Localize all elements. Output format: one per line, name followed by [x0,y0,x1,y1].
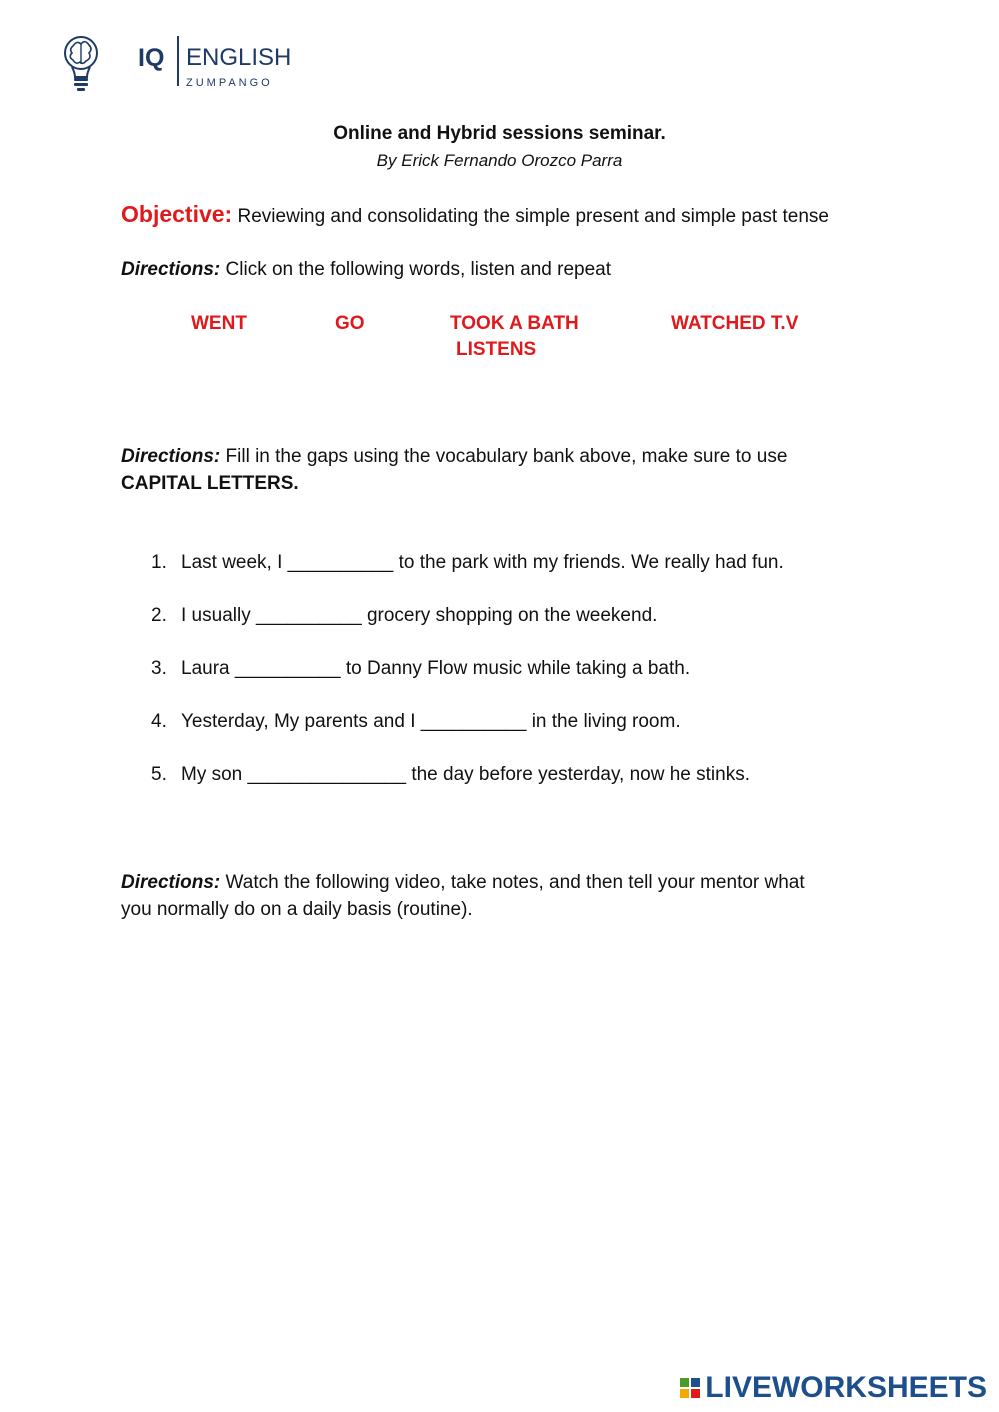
question-text-before: Laura [181,658,230,679]
objective-label: Objective: [121,201,233,227]
question-text-after: the day before yesterday, now he stinks. [411,764,750,785]
objective-text: Reviewing and consolidating the simple present and simple past tense [237,206,829,227]
lightbulb-brain-icon [60,34,102,92]
question-text-before: Yesterday, My parents and I [181,711,416,732]
directions-text: Watch the following video, take notes, and then tell your mentor what [225,872,805,893]
question-number: 5. [151,764,167,785]
liveworksheets-grid-icon [680,1378,700,1398]
question-5 [151,764,750,786]
answer-blank-3[interactable]: __________ [234,658,341,679]
answer-blank-1[interactable]: __________ [287,552,394,573]
page-title: Online and Hybrid sessions seminar. [333,123,666,144]
logo-name: ENGLISH [186,44,292,71]
question-text-after: to the park with my friends. We really had fun. [398,552,784,573]
directions-label: Directions: [121,446,221,467]
capital-letters-note: CAPITAL LETTERS. [121,473,299,494]
directions-text: Click on the following words, listen and repeat [225,259,612,280]
vocab-word-took-a-bath[interactable]: TOOK A BATH [450,313,579,334]
page-author: By Erick Fernando Orozco Parra [376,151,623,170]
liveworksheets-logo[interactable] [680,1370,987,1406]
question-text-after: grocery shopping on the weekend. [366,605,658,626]
iq-english-logo [58,32,298,96]
question-text-after: in the living room. [531,711,681,732]
question-3 [151,658,690,680]
question-number: 1. [151,552,167,573]
question-number: 4. [151,711,167,732]
question-number: 2. [151,605,167,626]
directions-text: Fill in the gaps using the vocabulary bank above, make sure to use [225,446,788,467]
vocab-word-watched-tv[interactable]: WATCHED T.V [671,313,799,334]
directions-video [121,872,805,894]
directions-label: Directions: [121,872,221,893]
answer-blank-5[interactable]: _______________ [247,764,407,785]
directions-fill-gaps [121,446,787,468]
answer-blank-4[interactable]: __________ [420,711,527,732]
directions-label: Directions: [121,259,221,280]
vocab-word-go[interactable]: GO [335,313,365,334]
logo-divider [177,36,179,86]
question-1 [151,552,784,574]
vocab-word-listens[interactable]: LISTENS [456,339,537,360]
question-2 [151,605,657,627]
vocab-word-went[interactable]: WENT [191,313,247,334]
liveworksheets-brand: LIVEWORKSHEETS [705,1371,987,1404]
question-text-before: I usually [181,605,251,626]
question-number: 3. [151,658,167,679]
directions-listen [121,259,611,281]
logo-brand: IQ [138,44,165,72]
question-text-before: My son [181,764,243,785]
answer-blank-2[interactable]: __________ [255,605,362,626]
question-4 [151,711,681,733]
directions-video-continued: you normally do on a daily basis (routine). [121,899,473,920]
question-text-after: to Danny Flow music while taking a bath. [345,658,691,679]
objective-line [121,201,829,228]
question-text-before: Last week, I [181,552,283,573]
logo-subtitle: ZUMPANGO [186,77,273,89]
